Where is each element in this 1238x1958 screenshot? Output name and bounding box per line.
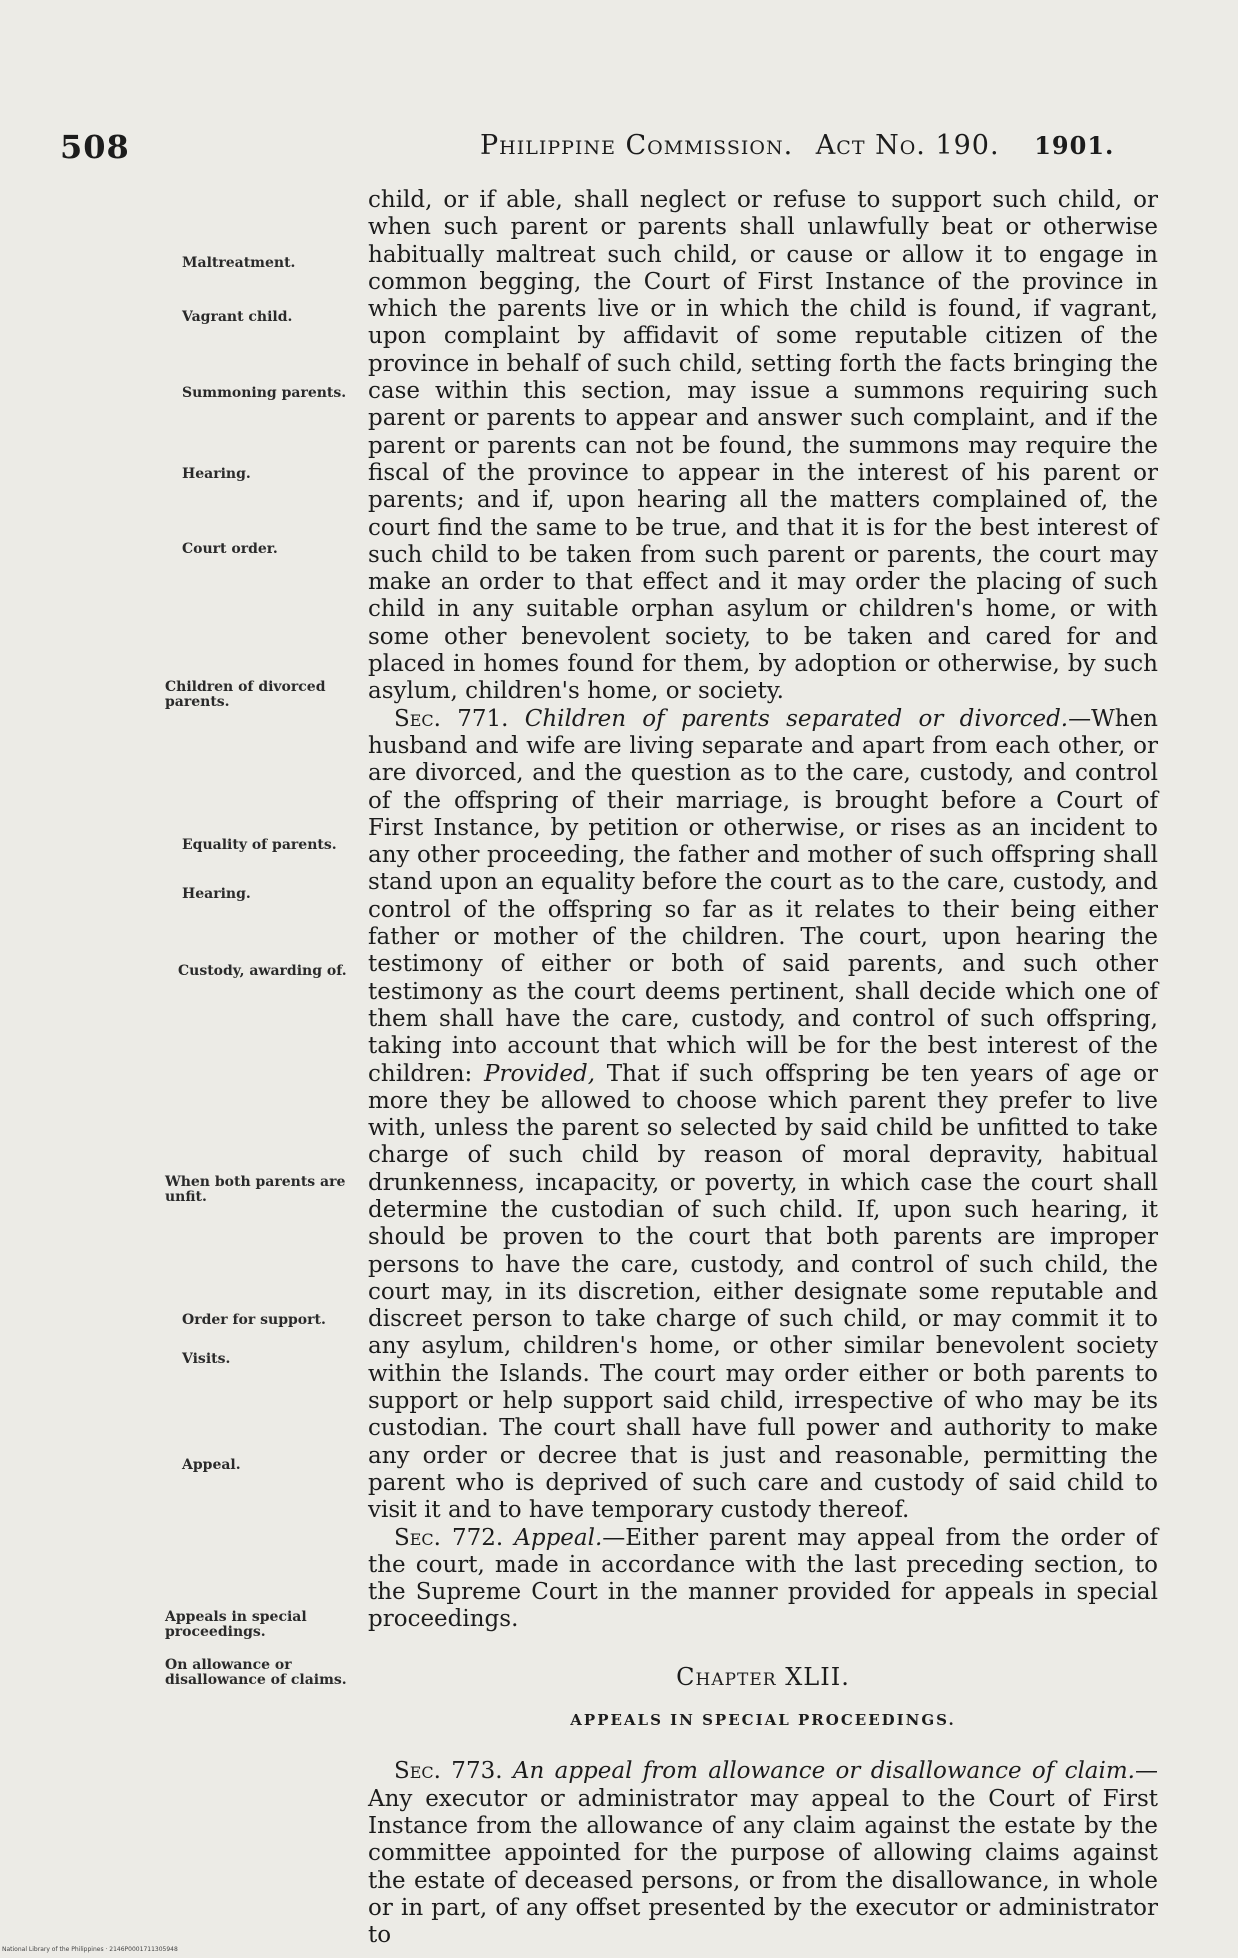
margin-note: Children of divorced parents. [165,679,326,710]
margin-note: On allowance or disallowance of claims. [165,1657,347,1688]
section-label: Sec. 773. [394,1758,503,1785]
running-head [480,130,1114,161]
section-772 [368,1525,1158,1634]
section-title: An appeal from allowance or disallowance of claim. [512,1758,1135,1785]
section-label: Sec. 772. [394,1524,504,1551]
section-proviso: Provided, [483,1060,596,1087]
running-head-year: 1901. [1034,131,1115,160]
paragraph-continuation: child, or if able, shall neglect or refuse to support such child, or when such parent or parents shall unlawfully beat or otherwise habitually maltreat such child, or cause or allow it to engage in common begging, the Court of First Instance of the province in which the parents live or in which the child is found, if vagrant, upon complaint by affidavit of some reputable citizen of the province in behalf of such child, setting forth the facts bringing the case within this section, may issue a summons requiring such parent or parents to appear and answer such complaint, and if the parent or parents can not be found, the summons may require the fiscal of the province to appear in the interest of his parent or parents; and if, upon hearing all the matters complained of, the court find the same to be true, and that it is for the best interest of such child to be taken from such parent or parents, the court may make an order to that effect and it may order the placing of such child in any suitable orphan asylum or children's home, or with some other benevolent society, to be taken and cared for and placed in homes found for them, by adoption or otherwise, by such asylum, children's home, or society. [368,187,1158,705]
section-body: That if such offspring be ten years of age or more they be allowed to choose which parent they prefer to live with, unless the parent so selected by said child be unfitted to take charge of such child by reason of moral depravity, habitual drunkenness, incapacity, or poverty, in which case the court shall determine the custodian of such child. If, upon such hearing, it should be proven to the court that both parents are improper persons to have the care, custody, and control of such child, the court may, in its discretion, either designate some reputable and discreet person to take charge of such child, or may commit it to any asylum, children's home, or other similar benevolent society within the Islands. The court may order either or both parents to support or help support said child, irrespective of who may be its custodian. The court shall have full power and authority to make any order or decree that is just and reasonable, permitting the parent who is deprived of such care and custody of said child to visit it and to have temporary custody thereof. [368,1060,1159,1524]
margin-note: Appeals in special proceedings. [165,1609,307,1640]
margin-note: Summoning parents. [182,385,347,401]
margin-note: Vagrant child. [182,309,293,325]
running-head-act: Act No. 190. [815,130,1000,161]
margin-note: When both parents are unfit. [165,1174,346,1205]
section-773 [368,1758,1158,1949]
margin-note: Hearing. [182,886,251,902]
section-body: —Any executor or administrator may appeal to the Court of First Instance from the allowance of any claim against the estate by the committee appointed for the purpose of allowing claims against the estate of deceased persons, or from the disallowance, in whole or in part, of any offset presented by the executor or administrator to [368,1758,1158,1949]
section-title: Children of parents separated or divorced. [524,705,1069,732]
section-771 [368,706,1158,1525]
scan-footer: National Library of the Philippines · 2146P0001711305948 [2,1946,178,1953]
section-body: —Either parent may appeal from the order of the court, made in accordance with the last preceding section, to the Supreme Court in the manner provided for appeals in special proceedings. [368,1524,1158,1633]
margin-note: Hearing. [182,466,251,482]
running-head-commission: Philippine Commission. [480,130,794,161]
chapter-heading: Chapter XLII. [676,1662,850,1691]
margin-note: Appeal. [182,1457,241,1473]
page-number: 508 [60,128,130,166]
margin-note: Custody, awarding of. [178,963,347,979]
section-body: —When husband and wife are living separate and apart from each other, or are divorced, and the question as to the care, custody, and control of the offspring of their marriage, is brought before a Court of First Instance, by petition or otherwise, or rises as an incident to any other proceeding, the father and mother of such offspring shall stand upon an equality before the court as to the care, custody, and control of the offspring so far as it relates to their being either father or mother of the children. The court, upon hearing the testimony of either or both of said parents, and such other testimony as the court deems pertinent, shall decide which one of them shall have the care, custody, and control of such offspring, taking into account that which will be for the best interest of the children: [368,705,1158,1087]
section-label: Sec. 771. [394,705,509,732]
chapter-title: APPEALS IN SPECIAL PROCEEDINGS. [570,1711,956,1730]
section-title: Appeal. [514,1524,603,1551]
margin-note: Equality of parents. [182,837,337,853]
margin-note: Maltreatment. [182,255,296,271]
margin-note: Court order. [182,541,278,557]
margin-note: Order for support. [182,1312,326,1328]
body-text [368,187,1158,1949]
margin-note: Visits. [182,1351,231,1367]
